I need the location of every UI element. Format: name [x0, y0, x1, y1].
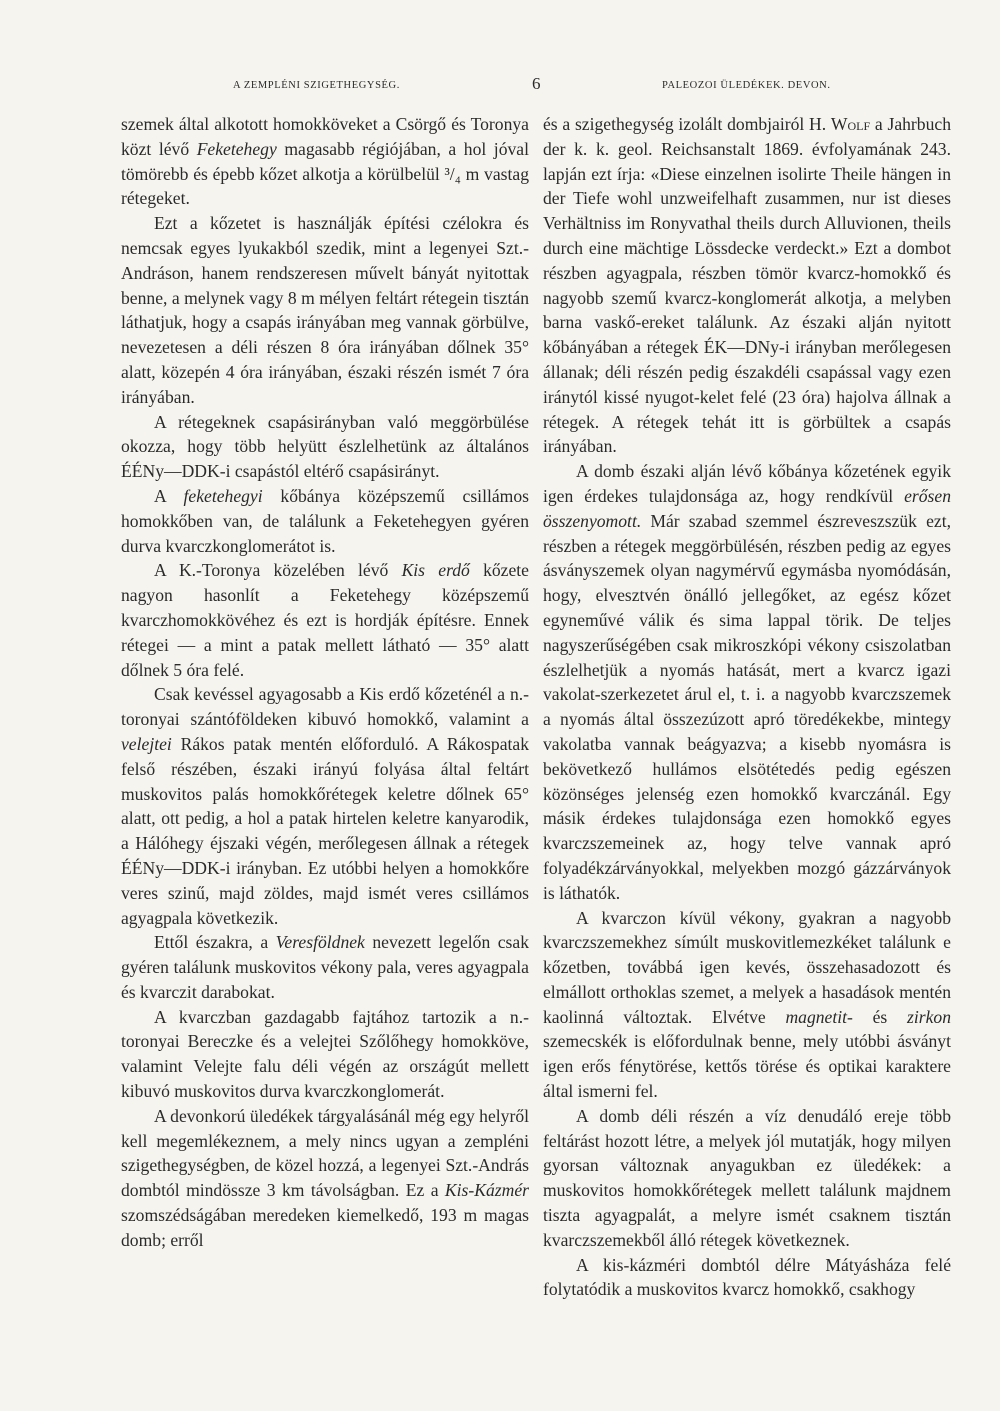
paragraph-9: A devonkorú üledékek tárgyalásánál még egy helyről kell megemlékeznem, a mely nincs ugyan a zempléni szigethegységben, de közel hozzá, a legenyei Szt.-András dombtól mindössze 3 km távolságban. Ez a Kis-Kázmér szomszédságában meredeken kiemelkedő, 193 m magas domb; erről	[121, 1105, 529, 1250]
paragraph-14: A kis-kázméri dombtól délre Mátyásháza felé folytatódik a muskovitos kvarcz homokkő, csakhogy	[543, 1254, 951, 1300]
paragraph-1: szemek által alkotott homokköveket a Csörgő és Toronya közt lévő Feketehegy magasabb régiójában, a hol jóval tömörebb és épebb kőzet alkotja a körülbelül ³/₄ m vastag rétegeket.	[121, 114, 529, 209]
paragraph-13: A domb déli részén a víz denudáló ereje több feltárást hozott létre, a melyek jól mutatják, hogy milyen gyorsan változnak anyagukban ez üledékek: a muskovitos homokkőrétegek mellett találunk majdnem tiszta agyagpalát, a melyre ismét csaknem tisztán kvarczszemekből álló rétegek következnek.	[543, 1105, 951, 1250]
paragraph-4: A feketehegyi kőbánya középszemű csillámos homokkőben van, de találunk a Feketehegyen gyéren durva kvarczkonglomerátot is.	[121, 485, 529, 556]
paragraph-3: A rétegeknek csapásirányban való meggörbülése okozza, hogy több helyütt észlelhetünk az általános ÉÉNy—DDK-i csapástól eltérő csapásirányt.	[121, 411, 529, 482]
paragraph-5: A K.-Toronya közelében lévő Kis erdő kőzete nagyon hasonlít a Feketehegy középszemű kvarczhomokkövéhez és ezt is hordják építésre. Ennek rétegei — a mint a patak mellett látható — 35° alatt dőlnek 5 óra felé.	[121, 560, 529, 680]
paragraph-10: és a szigethegység izolált dombjairól H. Wolf a Jahrbuch der k. k. geol. Reichsanstalt 1869. évfolyamának 243. lapján ezt írja: «Diese einzelnen isolirte Theile hängen in der Tiefe wohl unzweifelhaft zusammen, nur ist dieses Verhältniss im Ronyvathal theils durch Alluvionen, theils durch eine mächtige Lössdecke verdeckt.» Ezt a dombot részben agyagpala, részben tömör kvarcz-homokkő és nagyobb szemű kvarcz-konglomerát alkotja, a melyben barna vaskő-ereket találunk. Az északi alján nyitott kőbányában a rétegek ÉK—DNy-i irányban merőlegesen állanak; déli részén pedig északdéli csapással vagy ezen iránytól kissé nyugot-kelet felé (23 óra) hajolva állnak a rétegek. A rétegek tehát itt is görbültek a csapás irányában.	[543, 114, 951, 457]
page-number: 6	[532, 74, 542, 93]
paragraph-11: A domb északi alján lévő kőbánya kőzetének egyik igen érdekes tulajdonsága az, hogy rendkívül erősen összenyomott. Már szabad szemmel észreveszszük ezt, részben a rétegek meggörbülésén, részben pedig az egyes ásványszemek olyan nagymérvű egymásba nyomódásán, hogy, elvesztvén önálló jellegőket, az egész kőzet egyneművé válik és sima lappal törik. De teljes nagyszerűségében csak mikroszkópi vékony csiszolatban észlelhetjük a nyomás hatását, mert a kvarcz igazi vakolat-szerkezetet árul el, t. i. a nagyobb kvarczszemek a nyomás által összezúzott apró töredékekbe, mintegy vakolatba vannak beágyazva; a kisebb nyomásra is bekövetkező hullámos elsötétedés pedig egészen közönséges jelenség ezen homokkő kvarczánál. Egy másik érdekes tulajdonsága ezen homokkő egyes kvarczszemeinek az, hogy telve vannak apró folyadékzárványokkal, melyekben mozgó gázzárványok is láthatók.	[543, 461, 951, 903]
paragraph-6: Csak kevéssel agyagosabb a Kis erdő kőzeténél a n.-toronyai szántóföldeken kibuvó homokkő, valamint a velejtei Rákos patak mentén előforduló. A Rákospatak felső részében, északi irányú folyása által feltárt muskovitos palás homokkőrétegek keletre dőlnek 65° alatt, ott pedig, a hol a patak hirtelen keletre kanyarodik, a Hálóhegy éjszaki végén, merőlegesen állnak a rétegek ÉÉNy—DDK-i irányban. Ez utóbbi helyen a homokkőre veres szinű, majd zöldes, majd ismét veres csillámos agyagpala következik.	[121, 684, 529, 928]
right-column	[543, 112, 951, 1302]
left-column	[121, 112, 529, 1253]
paragraph-12: A kvarczon kívül vékony, gyakran a nagyobb kvarczszemekhez símúlt muskovitlemezkéket találunk e kőzetben, továbbá igen kevés, összehasadozott és elmállott orthoklas szemet, a melyek a hasadások mentén kaolinná változtak. Elvétve magnetit- és zirkon szemecskék is előfordulnak benne, mely utóbbi ásványt igen erős fénytörése, kettős törése és optikai karaktere által ismerni fel.	[543, 907, 951, 1102]
paragraph-8: A kvarczban gazdagabb fajtához tartozik a n.-toronyai Bereczke és a velejtei Szőlőhegy homokköve, valamint Velejte falu déli végén az országút mellett kibuvó muskovitos durva kvarczkonglomerát.	[121, 1006, 529, 1102]
header-left-title: A ZEMPLÉNI SZIGETHEGYSÉG.	[233, 80, 400, 91]
paragraph-7: Ettől északra, a Veresföldnek nevezett legelőn csak gyéren találunk muskovitos vékony pala, veres agyagpala és kvarczit darabokat.	[121, 932, 529, 1002]
header-right-title: PALEOZOI ÜLEDÉKEK. DEVON.	[662, 80, 831, 91]
running-header	[0, 74, 1000, 98]
paragraph-2: Ezt a kőzetet is használják építési czélokra és nemcsak egyes lyukakból szedik, mint a legenyei Szt.-Andráson, hanem rendszeresen művelt bányát nyitottak benne, a melynek vagy 8 m mélyen feltárt rétegein tisztán láthatjuk, hogy a csapás irányában meg vannak görbülve, nevezetesen a déli részen 8 óra irányában dőlnek 35° alatt, közepén 4 óra irányában, északi részén ismét 7 óra irányában.	[121, 213, 529, 407]
